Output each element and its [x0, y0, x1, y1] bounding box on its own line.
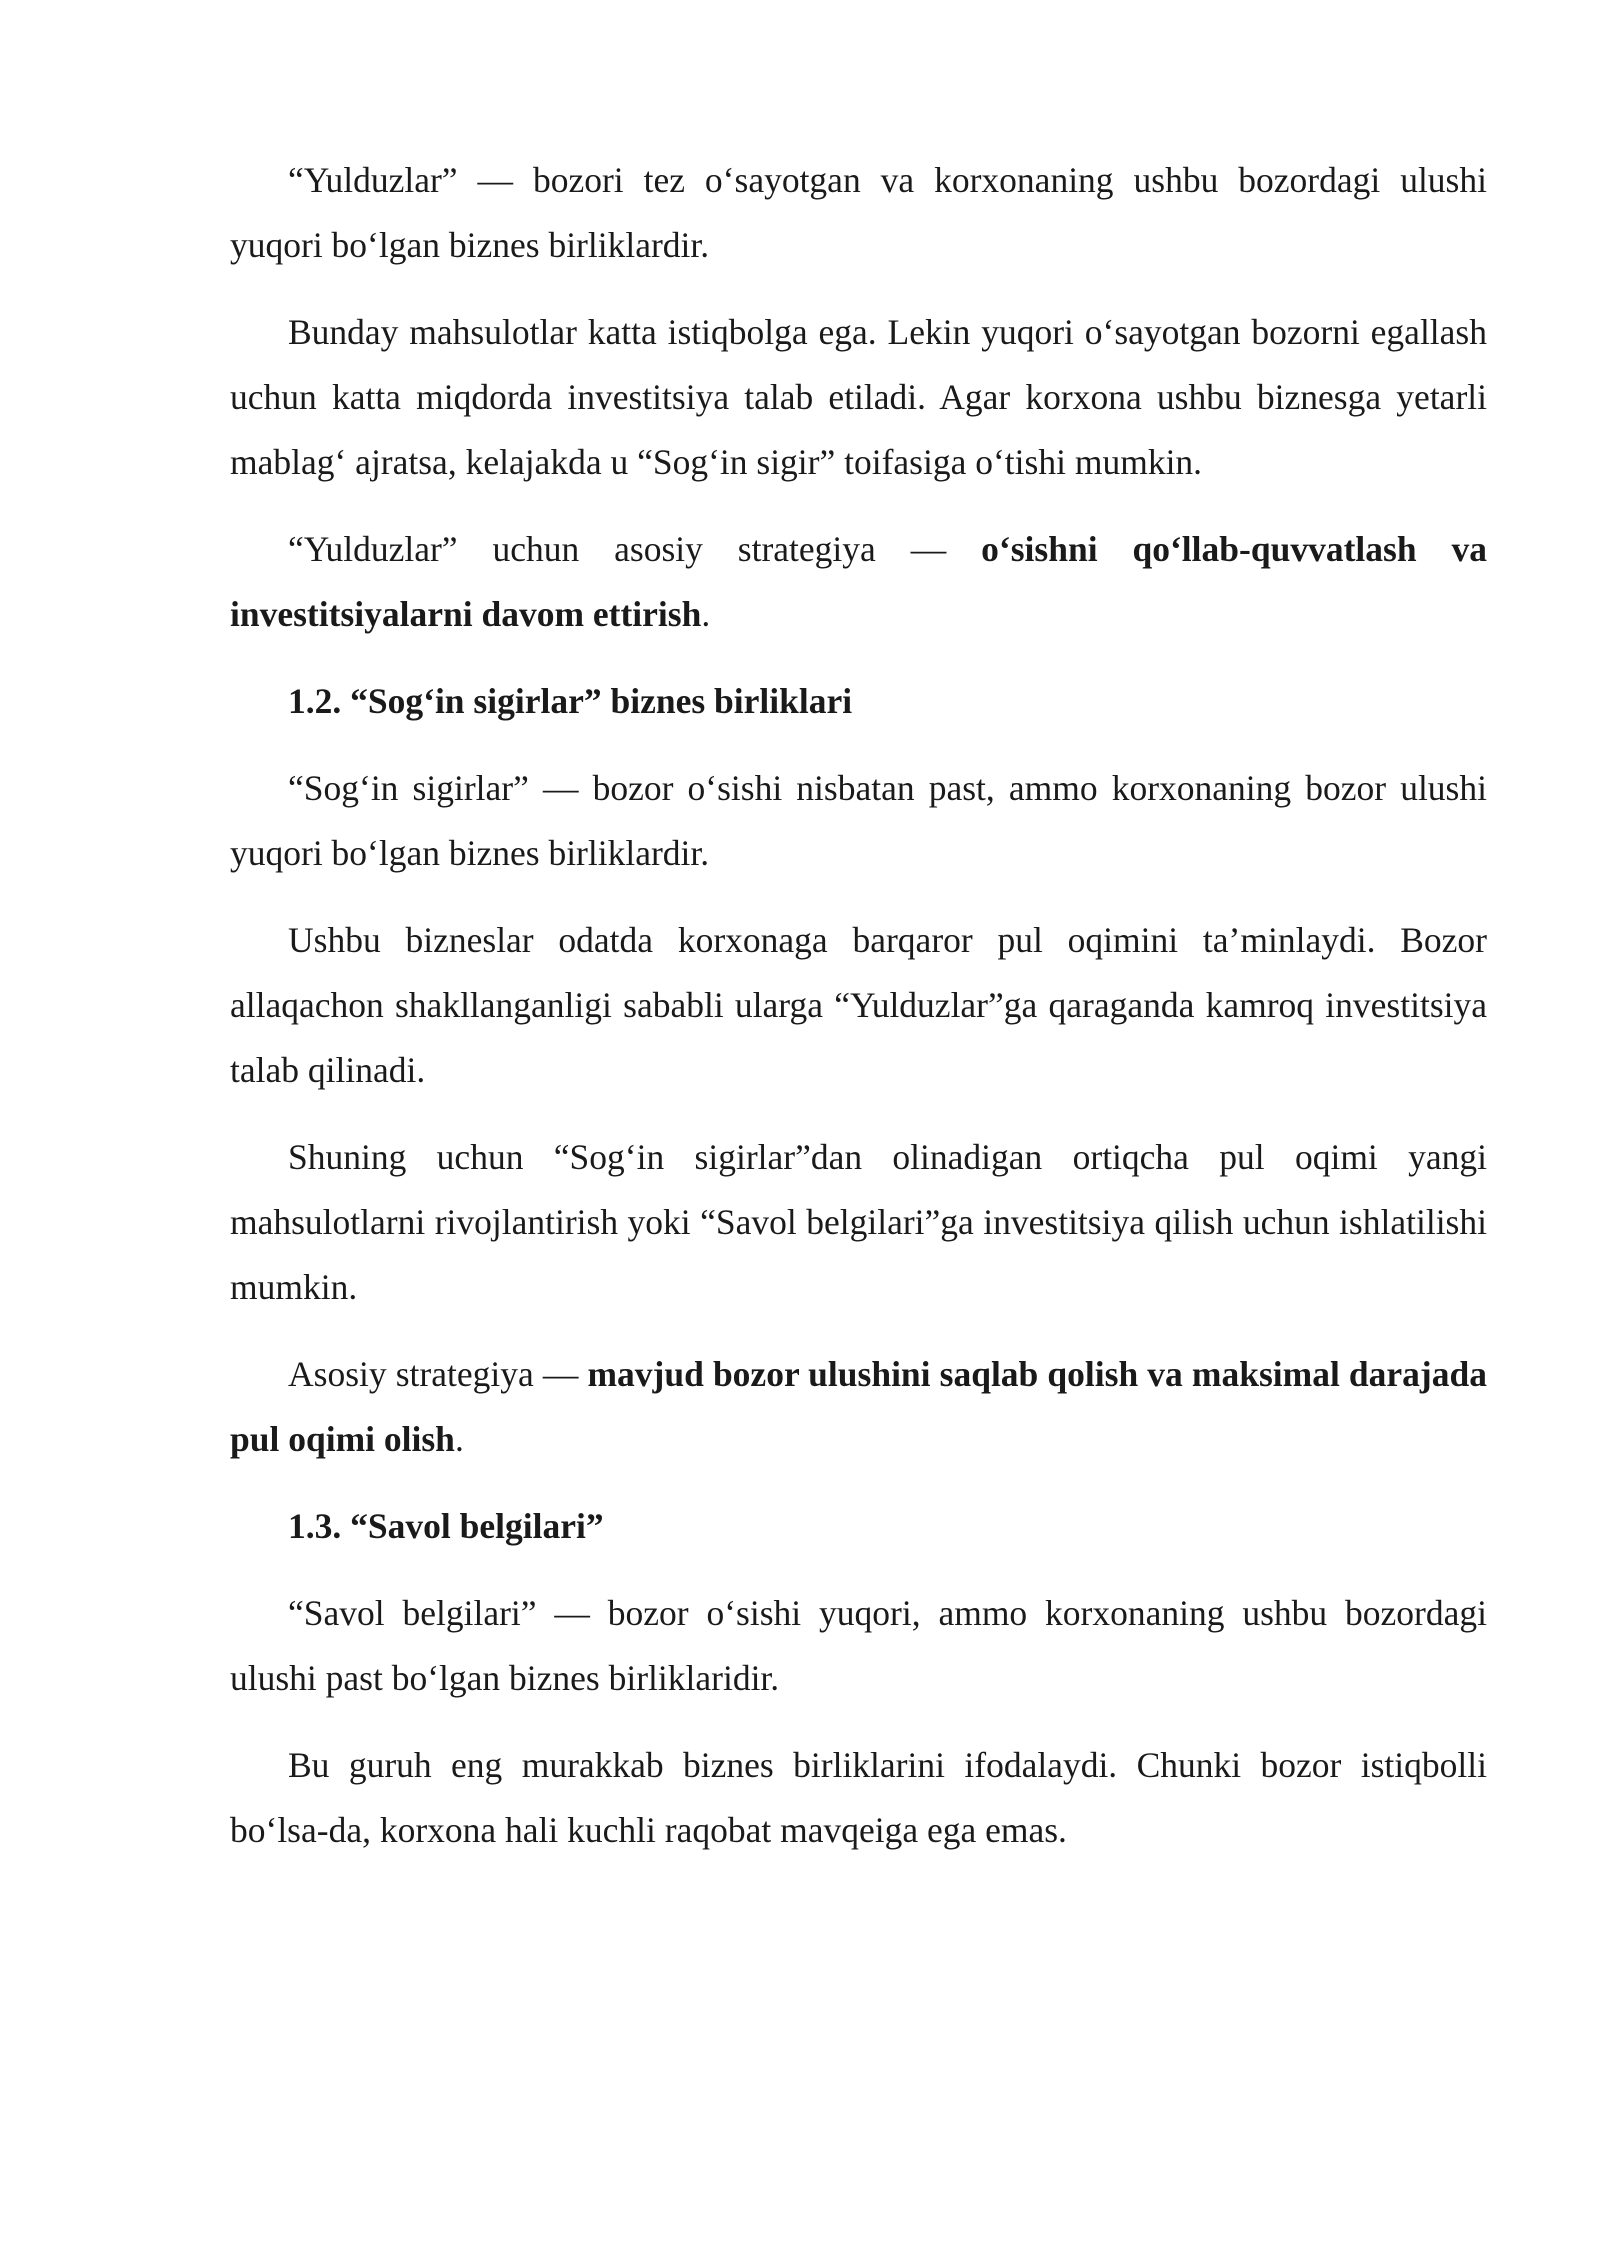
paragraph-text: “Savol belgilari” — bozor o‘sishi yuqori, ammo korxonaning ushbu bozordagi ulushi past bo‘lgan biznes birliklaridir. [230, 1593, 1487, 1698]
paragraph-text: Ushbu bizneslar odatda korxonaga barqaror pul oqimini ta’minlaydi. Bozor allaqachon shakllanganligi sababli ularga “Yulduzlar”ga qaraganda kamroq investitsiya talab qilinadi. [230, 920, 1487, 1090]
heading-text: 1.2. “Sog‘in sigirlar” biznes birliklari [288, 681, 853, 721]
paragraph-text: “Sog‘in sigirlar” — bozor o‘sishi nisbatan past, ammo korxonaning bozor ulushi yuqori bo‘lgan biznes birliklardir. [230, 768, 1487, 873]
paragraph-bold-text: mavjud bozor ulushini saqlab qolish va maksimal darajada pul oqimi olish [230, 1354, 1487, 1459]
paragraph-sogin-sigirlar-cashflow [230, 908, 1487, 1103]
paragraph-text: Asosiy strategiya — [288, 1354, 588, 1394]
paragraph-yulduzlar-strategy [230, 517, 1487, 647]
paragraph-bold-text: o‘sishni qo‘llab-quvvatlash va investitsiyalarni davom ettirish [230, 529, 1487, 634]
paragraph-yulduzlar-definition [230, 148, 1487, 278]
paragraph-text: Bu guruh eng murakkab biznes birliklarini ifodalaydi. Chunki bozor istiqbolli bo‘lsa-da, korxona hali kuchli raqobat mavqeiga ega emas. [230, 1745, 1487, 1850]
paragraph-text: “Yulduzlar” uchun asosiy strategiya — [288, 529, 982, 569]
section-heading-savol-belgilari [230, 1494, 1487, 1559]
paragraph-text: “Yulduzlar” — bozori tez o‘sayotgan va korxonaning ushbu bozordagi ulushi yuqori bo‘lgan biznes birliklardir. [230, 160, 1487, 265]
paragraph-savol-belgilari-complexity [230, 1733, 1487, 1863]
paragraph-text: Bunday mahsulotlar katta istiqbolga ega. Lekin yuqori o‘sayotgan bozorni egallash uchun katta miqdorda investitsiya talab etiladi. Agar korxona ushbu biznesga yetarli mablag‘ ajratsa, kelajakda u “Sog‘in sigir” toifasiga o‘tishi mumkin. [230, 312, 1487, 482]
paragraph-sogin-sigirlar-strategy [230, 1342, 1487, 1472]
paragraph-text-end: . [454, 1419, 464, 1459]
paragraph-sogin-sigirlar-usage [230, 1125, 1487, 1320]
paragraph-yulduzlar-prospects [230, 300, 1487, 495]
section-heading-sogin-sigirlar [230, 669, 1487, 734]
paragraph-text-end: . [701, 594, 711, 634]
paragraph-savol-belgilari-definition [230, 1581, 1487, 1711]
heading-text: 1.3. “Savol belgilari” [288, 1506, 604, 1546]
paragraph-text: Shuning uchun “Sog‘in sigirlar”dan olinadigan ortiqcha pul oqimi yangi mahsulotlarni rivojlantirish yoki “Savol belgilari”ga investitsiya qilish uchun ishlatilishi mumkin. [230, 1137, 1487, 1307]
document-page [230, 148, 1487, 1885]
paragraph-sogin-sigirlar-definition [230, 756, 1487, 886]
